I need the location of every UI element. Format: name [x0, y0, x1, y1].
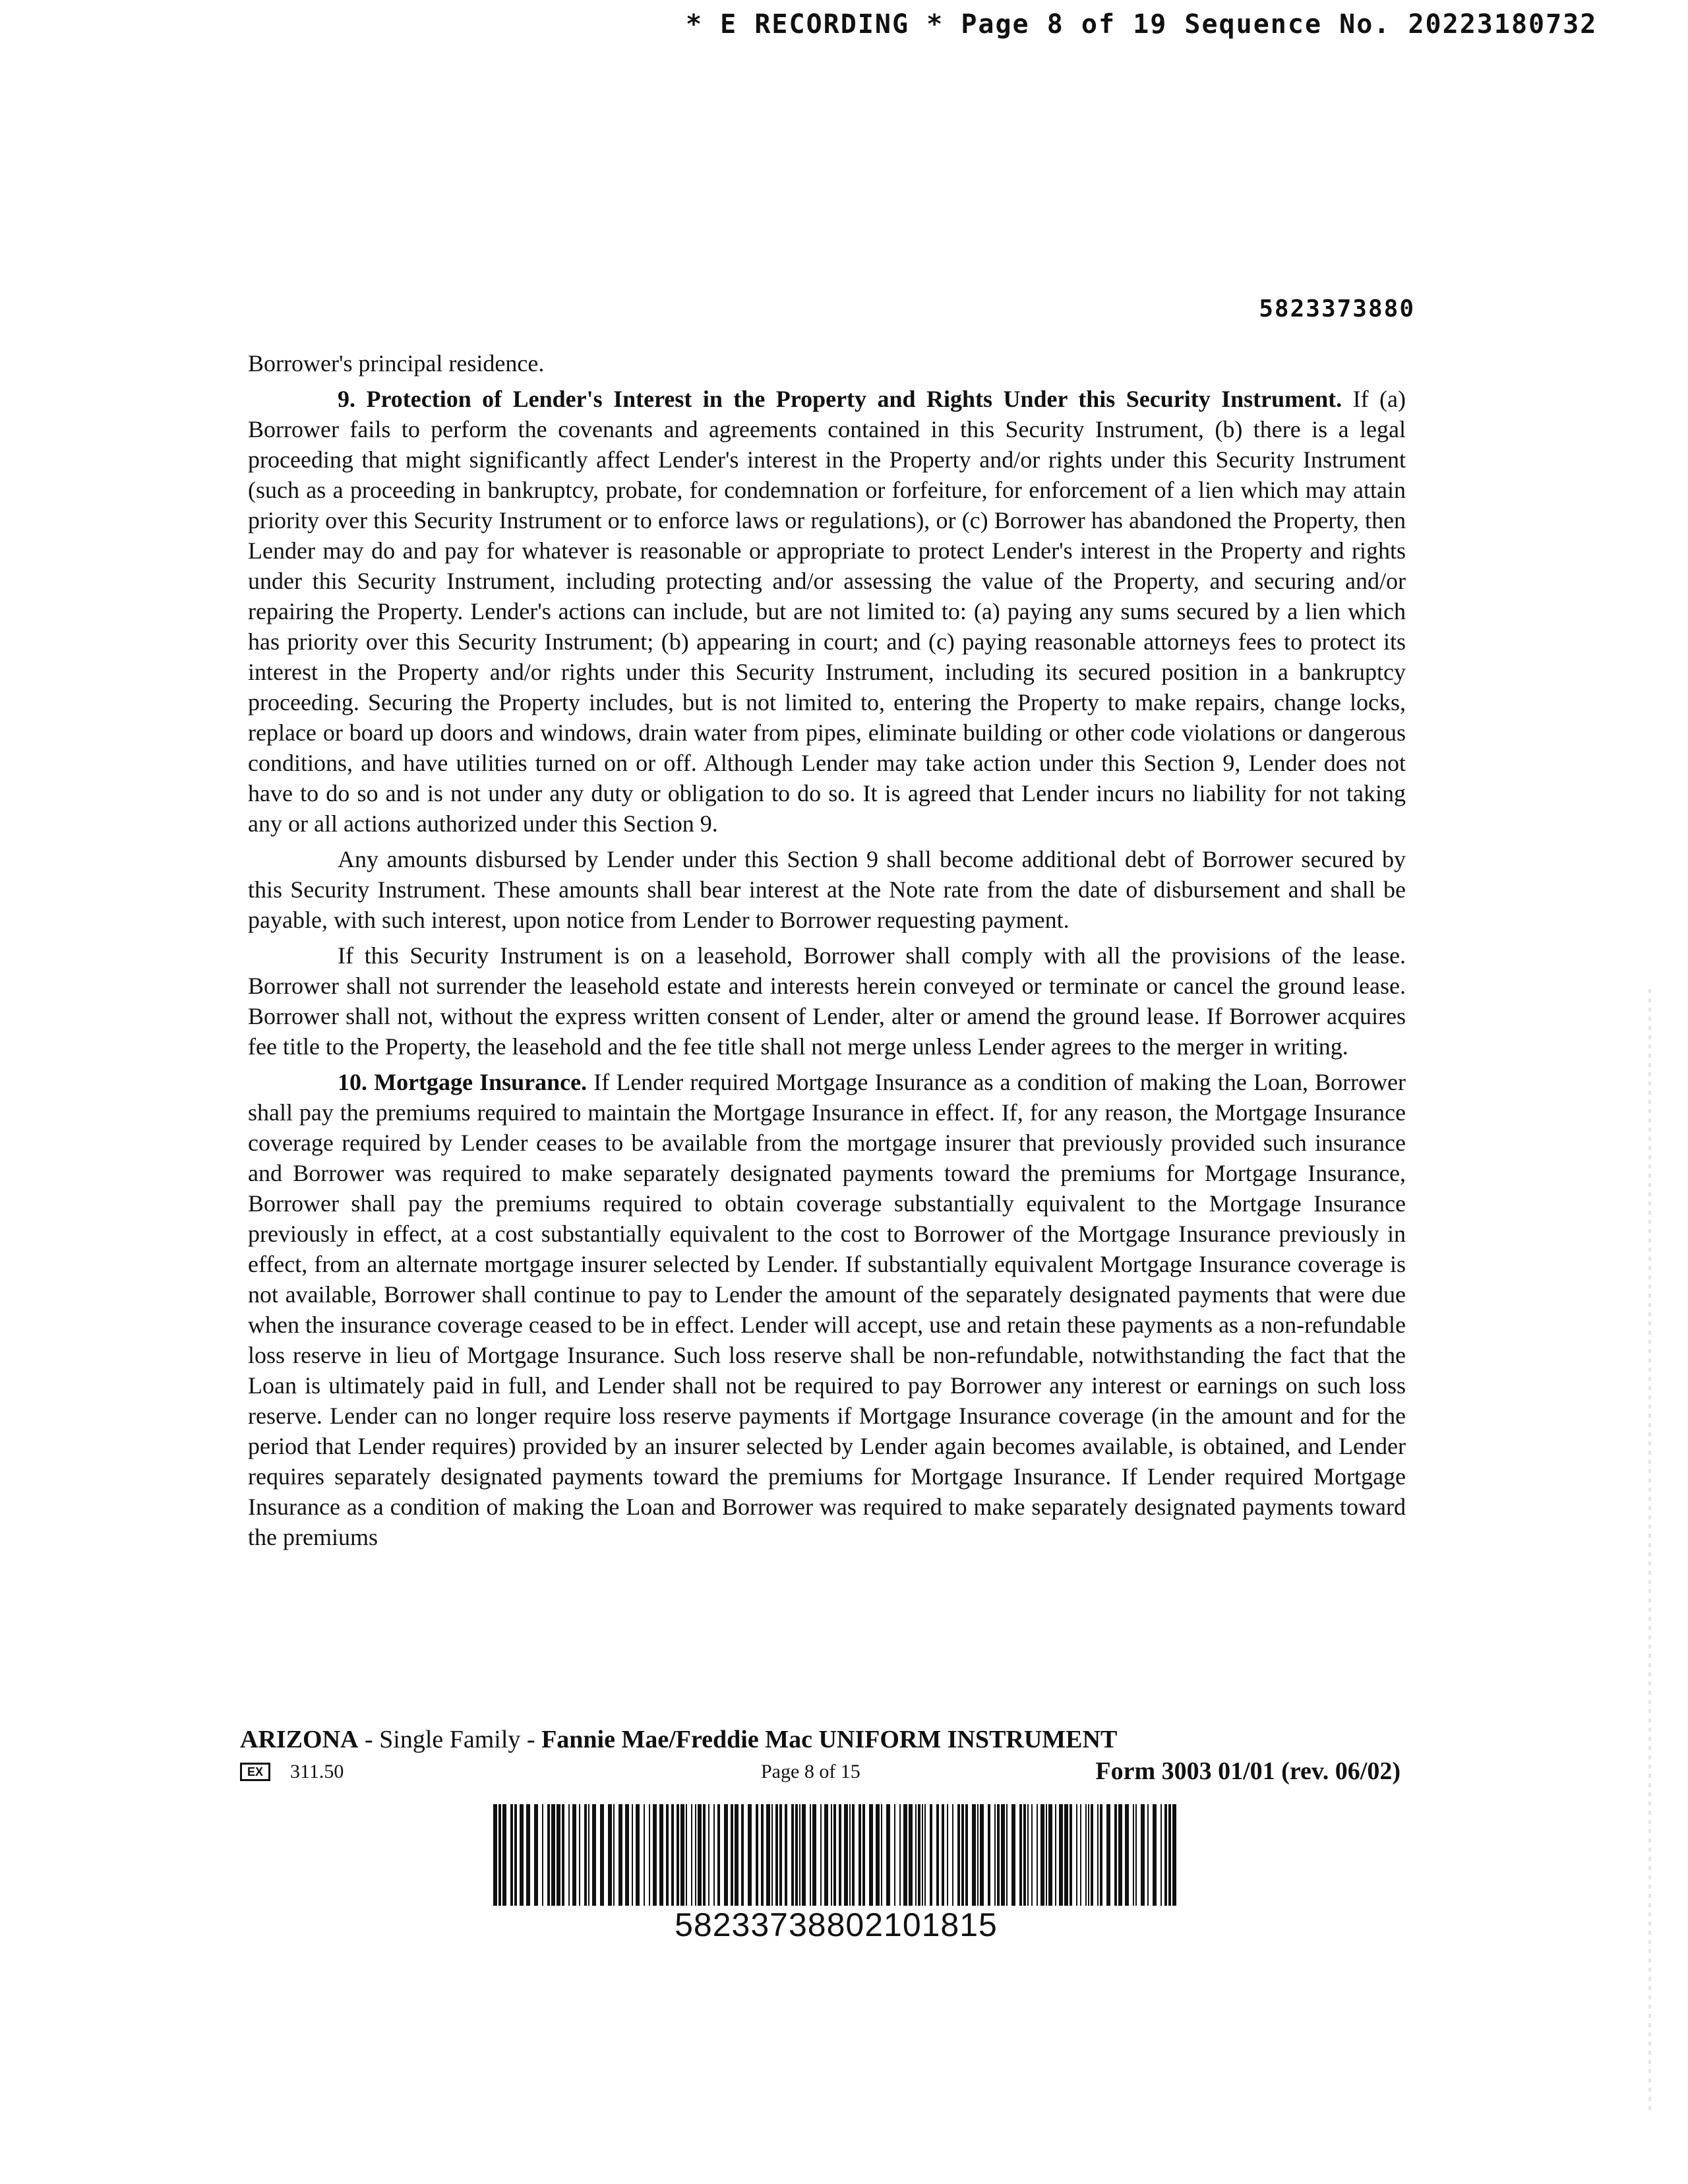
barcode-bar — [708, 1804, 709, 1906]
barcode-bar — [1037, 1804, 1038, 1906]
barcode-bar — [869, 1804, 873, 1906]
barcode-bar — [1160, 1804, 1162, 1906]
barcode-bar — [1006, 1804, 1008, 1906]
barcode-bar — [625, 1804, 629, 1906]
barcode-bar — [695, 1804, 696, 1906]
barcode-bar — [947, 1804, 948, 1906]
barcode-bar — [771, 1804, 773, 1906]
barcode-bar — [1023, 1804, 1026, 1906]
document-software-icon: EX — [240, 1763, 270, 1781]
footer-separator: - Single Family - — [358, 1726, 542, 1753]
barcode-bar — [961, 1804, 964, 1906]
barcode-bar — [735, 1804, 738, 1906]
barcode-bar — [557, 1804, 560, 1906]
barcode-bar — [997, 1804, 1000, 1906]
barcode-bar — [659, 1804, 663, 1906]
barcode-bar — [677, 1804, 679, 1906]
barcode-bar — [799, 1804, 800, 1906]
barcode-bar — [791, 1804, 794, 1906]
barcode-bar — [1011, 1804, 1015, 1906]
barcode-bar — [802, 1804, 806, 1906]
barcode-bar — [1100, 1804, 1102, 1906]
barcode-bar — [844, 1804, 848, 1906]
barcode-bar — [514, 1804, 517, 1906]
barcode-bar — [526, 1804, 530, 1906]
barcode-bar — [881, 1804, 882, 1906]
barcode-bar — [761, 1804, 764, 1906]
barcode-bar — [775, 1804, 778, 1906]
barcode-bar — [820, 1804, 822, 1906]
barcode-bar — [824, 1804, 828, 1906]
barcode-bar — [588, 1804, 589, 1906]
doc-code-value: 311.50 — [290, 1761, 344, 1782]
section-9-heading: 9. Protection of Lender's Interest in the Property and Rights Under this Security Instrument. — [338, 386, 1342, 412]
barcode-bar — [899, 1804, 901, 1906]
barcode-bar — [649, 1804, 650, 1906]
barcode-bar — [551, 1804, 555, 1906]
barcode-bar — [1055, 1804, 1056, 1906]
barcode-bar — [653, 1804, 657, 1906]
barcode-bar — [1172, 1804, 1176, 1906]
footer-instrument: Fannie Mae/Freddie Mac UNIFORM INSTRUMENT — [541, 1726, 1118, 1753]
barcode-bar — [613, 1804, 615, 1906]
barcode-bar — [691, 1804, 692, 1906]
barcode-bar — [493, 1804, 497, 1906]
barcode-bar — [810, 1804, 811, 1906]
barcode — [493, 1804, 1179, 1944]
barcode-bar — [1125, 1804, 1129, 1906]
barcode-bar — [542, 1804, 543, 1906]
barcode-bar — [779, 1804, 782, 1906]
section-10-paragraph — [248, 1067, 1406, 1552]
barcode-bar — [839, 1804, 841, 1906]
barcode-bar — [1048, 1804, 1052, 1906]
barcode-bar — [584, 1804, 587, 1906]
barcode-bar — [1133, 1804, 1134, 1906]
barcode-bar — [671, 1804, 674, 1906]
barcode-bar — [1097, 1804, 1099, 1906]
barcode-bar — [812, 1804, 816, 1906]
barcode-bar — [957, 1804, 960, 1906]
barcode-bar — [886, 1804, 890, 1906]
barcode-bar — [942, 1804, 944, 1906]
page-number: Page 8 of 15 — [761, 1761, 860, 1782]
barcode-bar — [876, 1804, 880, 1906]
barcode-digits: 58233738802101815 — [675, 1906, 998, 1943]
footer-state: ARIZONA — [240, 1726, 359, 1753]
barcode-bar — [1040, 1804, 1044, 1906]
barcode-bar — [748, 1804, 752, 1906]
barcode-bar — [510, 1804, 513, 1906]
barcode-bar — [1019, 1804, 1022, 1906]
barcode-bar — [502, 1804, 506, 1906]
recording-header: * E RECORDING * Page 8 of 19 Sequence No. 20223180732 — [686, 9, 1598, 40]
barcode-bar — [1106, 1804, 1110, 1906]
barcode-bar — [852, 1804, 855, 1906]
barcode-bar — [918, 1804, 920, 1906]
barcode-bar — [988, 1804, 990, 1906]
barcode-bar — [1164, 1804, 1167, 1906]
barcode-bar — [572, 1804, 576, 1906]
barcode-bar — [994, 1804, 996, 1906]
barcode-bar — [980, 1804, 984, 1906]
section-9-paragraph — [248, 384, 1406, 839]
barcode-bar — [698, 1804, 702, 1906]
barcode-bar — [568, 1804, 570, 1906]
barcode-bar — [1080, 1804, 1081, 1906]
loan-number: 5823373880 — [1259, 295, 1415, 322]
barcode-bar — [965, 1804, 968, 1906]
section-9-text: If (a) Borrower fails to perform the covenants and agreements contained in this Security Instrument, (b) there is a legal proceeding that might significantly affect Lender's interest in the Property and/or rights under this Security Instrument (such as a proceeding in bankruptcy, probate, for condemnation or forfeiture, for enforcement of a lien which may attain priority over this Security Instrument or to enforce laws or regulations), or (c) Borrower has abandoned the Property, then Lender may do and pay for whatever is reasonable or appropriate to protect Lender's interest in the Property and rights under this Security Instrument, including protecting and/or assessing the value of the Property, and securing and/or repairing the Property. Lender's actions can include, but are not limited to: (a) paying any sums secured by a lien which has priority over this Security Instrument; (b) appearing in court; and (c) paying reasonable attorneys fees to protect its interest in the Property and/or rights under this Security Instrument, including its secured position in a bankruptcy proceeding. Securing the Property includes, but is not limited to, entering the Property to make repairs, change locks, replace or board up doors and windows, drain water from pipes, eliminate building or other code violations or dangerous conditions, and have utilities turned on or off. Although Lender may take action under this Section 9, Lender does not have to do so and is not under any duty or obligation to do so. It is agreed that Lender incurs no liability for not taking any or all actions authorized under this Section 9. — [248, 386, 1406, 837]
barcode-bar — [680, 1804, 684, 1906]
barcode-bar — [915, 1804, 917, 1906]
footer-row — [240, 1757, 1401, 1788]
barcode-bar — [1070, 1804, 1072, 1906]
barcode-bar — [756, 1804, 758, 1906]
barcode-bar — [618, 1804, 622, 1906]
barcode-bar — [1001, 1804, 1005, 1906]
barcode-bars — [493, 1804, 1179, 1906]
paragraph-principal-residence: Borrower's principal residence. — [248, 350, 545, 377]
form-number: Form 3003 01/01 (rev. 06/02) — [1095, 1757, 1401, 1785]
barcode-bar — [1031, 1804, 1033, 1906]
barcode-bar — [1141, 1804, 1145, 1906]
barcode-bar — [909, 1804, 913, 1906]
barcode-bar — [1114, 1804, 1117, 1906]
barcode-bar — [686, 1804, 687, 1906]
barcode-bar — [724, 1804, 728, 1906]
barcode-bar — [703, 1804, 706, 1906]
barcode-bar — [862, 1804, 865, 1906]
barcode-bar — [636, 1804, 640, 1906]
paragraph-amounts-disbursed: Any amounts disbursed by Lender under this Section 9 shall become additional debt of Borrower secured by this Security Instrument. These amounts shall bear interest at the Note rate from the date of disbursement and shall be payable, with such interest, upon notice from Lender to Borrower requesting payment. — [248, 846, 1406, 933]
doc-code — [240, 1761, 344, 1783]
barcode-bar — [666, 1804, 669, 1906]
barcode-bar — [1046, 1804, 1047, 1906]
barcode-bar — [833, 1804, 836, 1906]
paragraph-leasehold: If this Security Instrument is on a leasehold, Borrower shall comply with all the provisions of the lease. Borrower shall not surrender the leasehold estate and interests herein conveyed or terminate or cancel the ground lease. Borrower shall not, without the express written consent of Lender, alter or amend the ground lease. If Borrower acquires fee title to the Property, the leasehold and the fee title shall not merge unless Lender agrees to the merger in writing. — [248, 942, 1406, 1060]
barcode-bar — [717, 1804, 720, 1906]
barcode-bar — [534, 1804, 538, 1906]
section-10-heading: 10. Mortgage Insurance. — [338, 1069, 588, 1095]
barcode-bar — [952, 1804, 953, 1906]
barcode-bar — [547, 1804, 550, 1906]
scan-edge-artifact — [1648, 989, 1651, 2110]
barcode-bar — [795, 1804, 798, 1906]
barcode-bar — [520, 1804, 524, 1906]
barcode-bar — [579, 1804, 580, 1906]
barcode-bar — [600, 1804, 604, 1906]
document-body — [248, 348, 1406, 1558]
barcode-bar — [1091, 1804, 1093, 1906]
barcode-bar — [930, 1804, 932, 1906]
barcode-bar — [1118, 1804, 1122, 1906]
barcode-bar — [1085, 1804, 1087, 1906]
barcode-bar — [1027, 1804, 1029, 1906]
barcode-bar — [831, 1804, 832, 1906]
barcode-bar — [1064, 1804, 1068, 1906]
barcode-bar — [1135, 1804, 1137, 1906]
barcode-bar — [894, 1804, 895, 1906]
footer-title — [240, 1725, 1117, 1754]
barcode-bar — [972, 1804, 976, 1906]
barcode-bar — [1088, 1804, 1089, 1906]
section-10-text: If Lender required Mortgage Insurance as a condition of making the Loan, Borrower shall pay the premiums required to maintain the Mortgage Insurance in effect. If, for any reason, the Mortgage Insurance coverage required by Lender ceases to be available from the mortgage insurer that previously provided such insurance and Borrower was required to make separately designated payments toward the premiums for Mortgage Insurance, Borrower shall pay the premiums required to obtain coverage substantially equivalent to the Mortgage Insurance previously in effect, at a cost substantially equivalent to the cost to Borrower of the Mortgage Insurance previously in effect, from an alternate mortgage insurer selected by Lender. If substantially equivalent Mortgage Insurance coverage is not available, Borrower shall continue to pay to Lender the amount of the separately designated payments that were due when the insurance coverage ceased to be in effect. Lender will accept, use and retain these payments as a non-refundable loss reserve in lieu of Mortgage Insurance. Such loss reserve shall be non-refundable, notwithstanding the fact that the Loan is ultimately paid in full, and Lender shall not be required to pay Borrower any interest or earnings on such loss reserve. Lender can no longer require loss reserve payments if Mortgage Insurance coverage (in the amount and for the period that Lender requires) provided by an insurer selected by Lender again becomes available, is obtained, and Lender requires separately designated payments toward the premiums for Mortgage Insurance. If Lender required Mortgage Insurance as a condition of making the Loan and Borrower was required to make separately designated payments toward the premiums — [248, 1069, 1406, 1550]
barcode-bar — [1168, 1804, 1171, 1906]
barcode-bar — [977, 1804, 979, 1906]
barcode-bar — [849, 1804, 851, 1906]
barcode-bar — [1147, 1804, 1149, 1906]
barcode-bar — [903, 1804, 907, 1906]
barcode-bar — [1059, 1804, 1063, 1906]
barcode-bar — [785, 1804, 787, 1906]
barcode-bar — [562, 1804, 564, 1906]
barcode-bar — [608, 1804, 612, 1906]
barcode-bar — [592, 1804, 596, 1906]
barcode-bar — [1076, 1804, 1077, 1906]
barcode-bar — [924, 1804, 926, 1906]
barcode-bar — [644, 1804, 645, 1906]
barcode-bar — [766, 1804, 770, 1906]
barcode-bar — [741, 1804, 744, 1906]
barcode-bar — [713, 1804, 715, 1906]
barcode-bar — [922, 1804, 923, 1906]
barcode-bar — [498, 1804, 501, 1906]
barcode-bar — [859, 1804, 861, 1906]
barcode-bar — [936, 1804, 939, 1906]
barcode-bar — [1153, 1804, 1157, 1906]
barcode-bar — [731, 1804, 733, 1906]
barcode-bar — [632, 1804, 633, 1906]
